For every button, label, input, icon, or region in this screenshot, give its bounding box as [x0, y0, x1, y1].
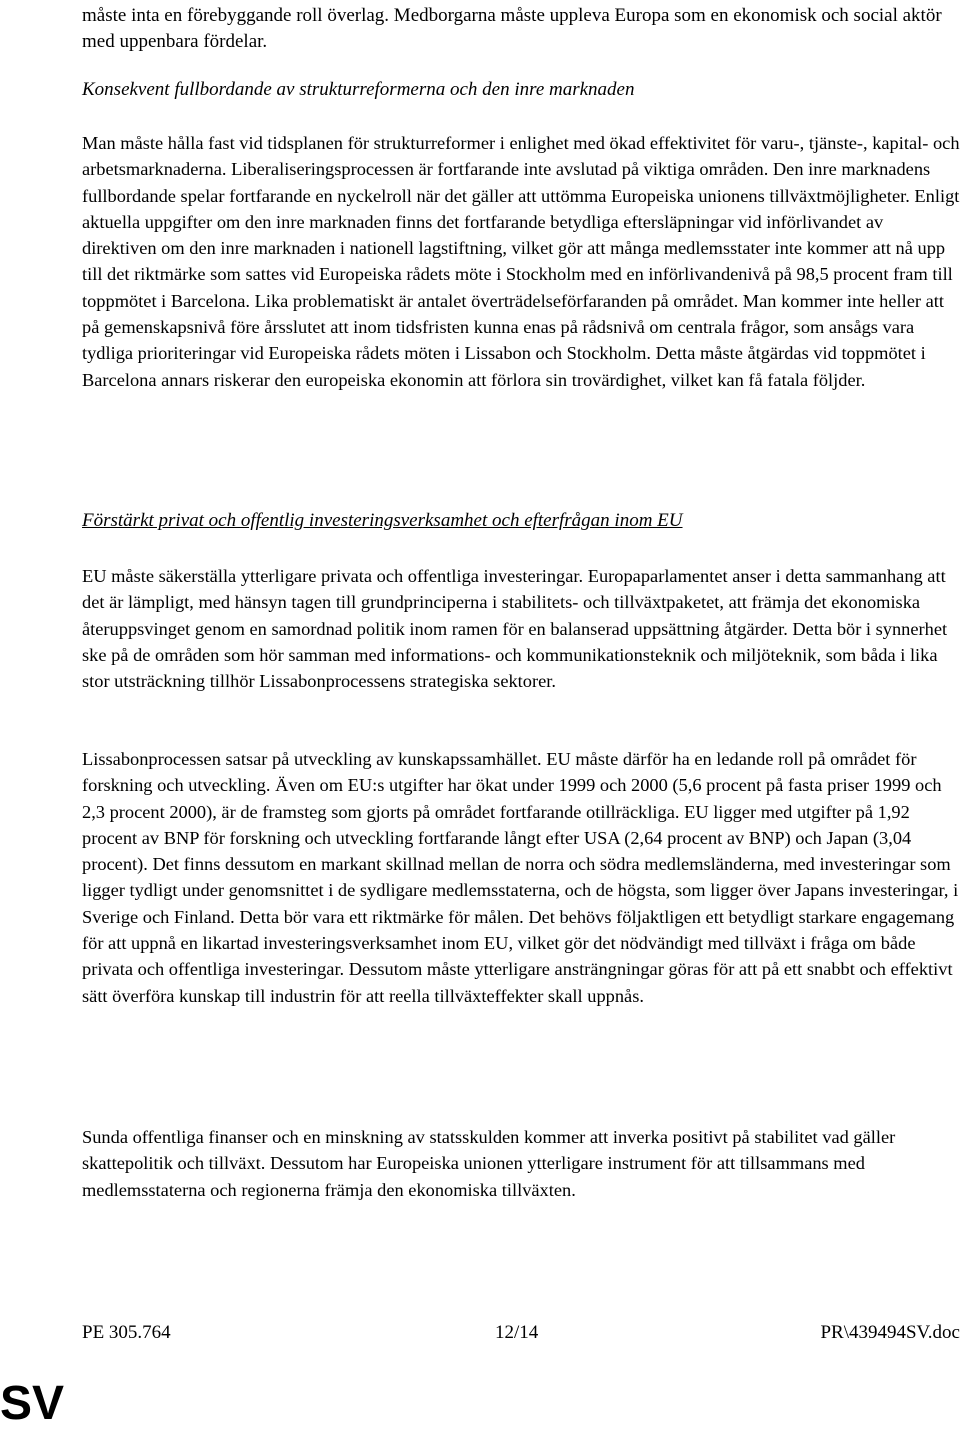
page-footer	[82, 1320, 960, 1346]
footer-reference: PE 305.764	[82, 1322, 171, 1343]
language-code: SV	[0, 1377, 65, 1430]
footer-filename: PR\439494SV.doc	[820, 1322, 960, 1343]
paragraph-research: Lissabonprocessen satsar på utveckling av kunskapssamhället. EU måste därför ha en ledande roll på området för forskning och utveckling. Även om EU:s utgifter har ökat under 1999 och 2000 (5,6 procent på fasta priser 1999 och 2,3 procent 2000), är de framsteg som gjorts på området fortfarande otillräckliga. EU ligger med utgifter på 1,92 procent av BNP för forskning och utveckling fortfarande långt efter USA (2,64 procent av BNP) och Japan (3,04 procent). Det finns dessutom en markant skillnad mellan de norra och södra medlemsländerna, med investeringar som ligger tydligt under genomsnittet i de sydligare medlemsstaterna, och de högsta, som ligger över Japans investeringar, i Sverige och Finland. Detta bör vara ett riktmärke för målen. Det behövs följaktligen ett betydligt starkare engagemang för att uppnå en likartad investeringsverksamhet inom EU, vilket gör det nödvändigt med tillväxt i fråga om både privata och offentliga investeringar. Dessutom måste ytterligare ansträngningar göras för att på ett snabbt och effektivt sätt överföra kunskap till industrin för att reella tillväxteffekter skall uppnås.	[82, 749, 959, 1006]
paragraph-top: måste inta en förebyggande roll överlag. Medborgarna måste uppleva Europa som en ekonomisk och social aktör med uppenbara fördelar.	[82, 5, 942, 53]
paragraph-public-finances: Sunda offentliga finanser och en minskning av statsskulden kommer att inverka positivt på stabilitet vad gäller skattepolitik och tillväxt. Dessutom har Europeiska unionen ytterligare instrument för att tillsammans med medlemsstaterna och regionerna främja den ekonomiska tillväxten.	[82, 1127, 896, 1200]
paragraph-structural-reforms: Man måste hålla fast vid tidsplanen för strukturreformer i enlighet med ökad effektivitet för varu-, tjänste-, kapital- och arbetsmarknaderna. Liberaliseringsprocessen är fortfarande inte avslutad på viktiga områden. Den inre marknadens fullbordande spelar fortfarande en nyckelroll när det gäller att uttömma Europeiska unionens tillväxtmöjligheter. Enligt aktuella uppgifter om den inre marknaden finns det fortfarande betydliga eftersläpningar vid införlivandet av direktiven om den inre marknaden i nationell lagstiftning, vilket gör att många medlemsstater inte kommer att nå upp till det riktmärke som sattes vid Europeiska rådets möte i Stockholm med en införlivandenivå på 98,5 procent fram till toppmötet i Barcelona. Lika problematiskt är antalet överträdelseförfaranden på området. Man kommer inte heller att på gemenskapsnivå före årsslutet att inom tidsfristen kunna enas på rådsnivå om centrala frågor, som ansågs vara tydliga prioriteringar vid Europeiska rådets möten i Lissabon och Stockholm. Detta måste åtgärdas vid toppmötet i Barcelona annars riskerar den europeiska ekonomin att förlora sin trovärdighet, vilket kan få fatala följder.	[82, 133, 960, 390]
paragraph-investment: EU måste säkerställa ytterligare privata och offentliga investeringar. Europaparlamentet anser i detta sammanhang att det är lämpligt, med hänsyn tagen till grundprinciperna i stabilitets- och tillväxtpaketet, att främja det ekonomiska återuppsvinget genom en samordnad politik inom ramen för en balanserad uppsättning åtgärder. Detta bör i synnerhet ske på de områden som hör samman med informations- och kommunikationsteknik och miljöteknik, som båda i lika stor utsträckning tillhör Lissabonprocessens strategiska sektorer.	[82, 566, 948, 692]
section-heading-investment: Förstärkt privat och offentlig investeringsverksamhet och efterfrågan inom EU	[82, 510, 683, 531]
section-heading-structural-reforms: Konsekvent fullbordande av strukturreformerna och den inre marknaden	[82, 79, 635, 100]
footer-page-number: 12/14	[495, 1322, 539, 1343]
